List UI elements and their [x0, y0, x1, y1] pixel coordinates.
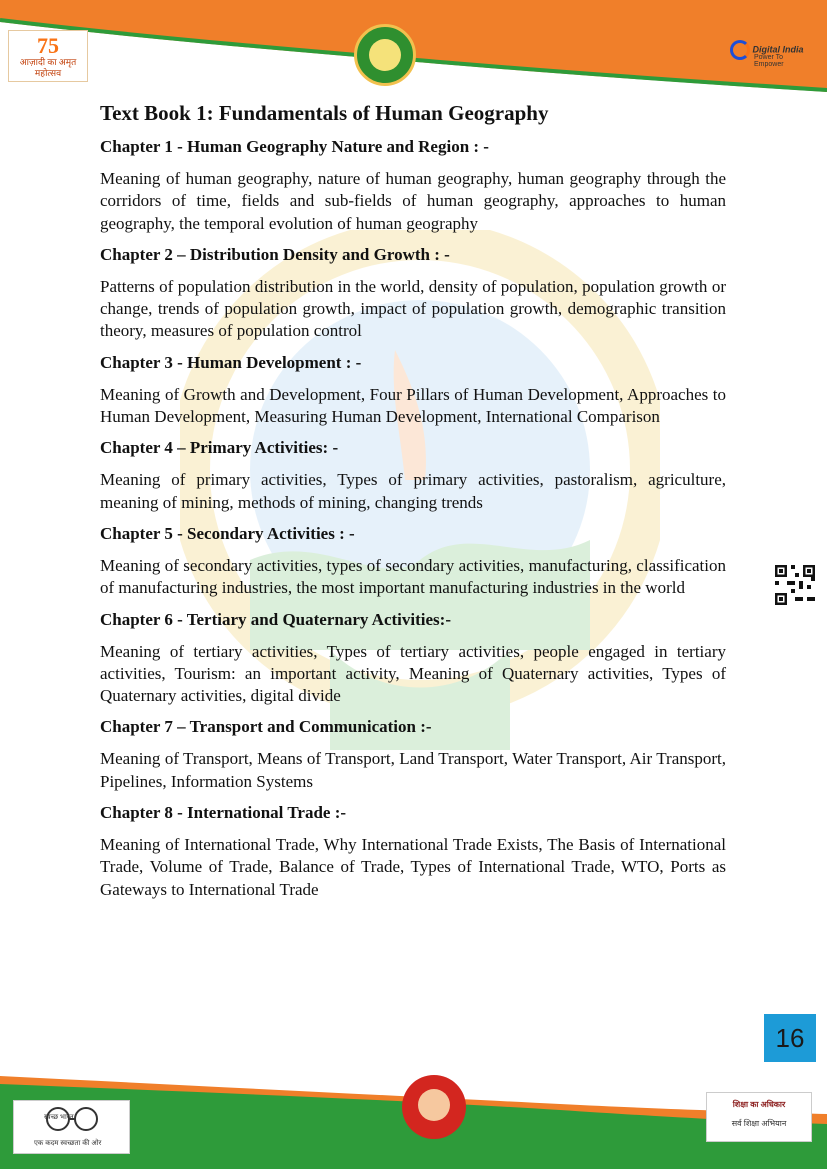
chapter-3-description: Meaning of Growth and Development, Four Pillars of Human Development, Approaches to Human Development, Measuring Human Development, International Comparison — [100, 384, 726, 427]
chapter-8-title: Chapter 8 - International Trade :- — [100, 803, 347, 823]
chapter-1-title: Chapter 1 - Human Geography Nature and Region : - — [100, 137, 489, 156]
chapter-5-description: Meaning of secondary activities, types of secondary activities, manufacturing, classification of manufacturing industries, the most important manufacturing industries in the world — [100, 555, 726, 598]
chapter-7-description: Meaning of Transport, Means of Transport, Land Transport, Water Transport, Air Transport, Pipelines, Information Systems — [100, 749, 726, 791]
syllabus-content — [100, 100, 726, 910]
shiksha-ka-adhikar-logo: शिक्षा का अधिकार सर्व शिक्षा अभियान — [706, 1092, 812, 1142]
digital-india-icon — [730, 40, 750, 60]
chapter-4-description: Meaning of primary activities, Types of primary activities, pastoralism, agriculture, meaning of mining, methods of mining, changing trends — [100, 470, 726, 512]
chapter-6-title: Chapter 6 - Tertiary and Quaternary Activities:- — [100, 609, 451, 629]
chapter-2-description: Patterns of population distribution in the world, density of population, population growth or change, trends of population growth, impact of population growth, demographic transition theory, measures of population control — [100, 276, 726, 341]
chapter-1-description: Meaning of human geography, nature of human geography, human geography through the corridors of time, fields and sub-fields of human geography, approaches to human geography, the temporal evolution of human geography — [100, 169, 726, 233]
chapter-7-title: Chapter 7 – Transport and Communication :- — [100, 717, 432, 737]
chapter-4-title: Chapter 4 – Primary Activities: - — [100, 438, 339, 458]
chapter-6-description: Meaning of tertiary activities, Types of tertiary activities, people engaged in tertiary activities, Tourism: an important activity, Meaning of Quaternary activities, Types of Quaternary activities, digital divide — [100, 641, 726, 706]
chapter-8-description: Meaning of International Trade, Why International Trade Exists, The Basis of International Trade, Volume of Trade, Balance of Trade, Types of International Trade, WTO, Ports as Gateways to International Trade — [100, 835, 726, 899]
chapter-3-title: Chapter 3 - Human Development : - — [100, 352, 362, 372]
chapter-5-title: Chapter 5 - Secondary Activities : - — [100, 523, 355, 543]
board-emblem-logo — [354, 24, 416, 86]
beti-bachao-beti-padhao-logo — [402, 1075, 466, 1139]
digital-india-logo: Digital India Power To Empower — [730, 40, 814, 70]
page-number-badge: 16 — [764, 1014, 816, 1062]
book-title: Text Book 1: Fundamentals of Human Geography — [100, 101, 549, 125]
chapter-2-title: Chapter 2 – Distribution Density and Growth : - — [100, 244, 450, 264]
swachh-bharat-logo: स्वच्छ भारत एक कदम स्वच्छता की ओर — [13, 1100, 130, 1154]
azadi-ka-amrit-mahotsav-logo: 75 आज़ादी का अमृत महोत्सव — [8, 30, 88, 82]
qr-code[interactable] — [775, 565, 815, 605]
